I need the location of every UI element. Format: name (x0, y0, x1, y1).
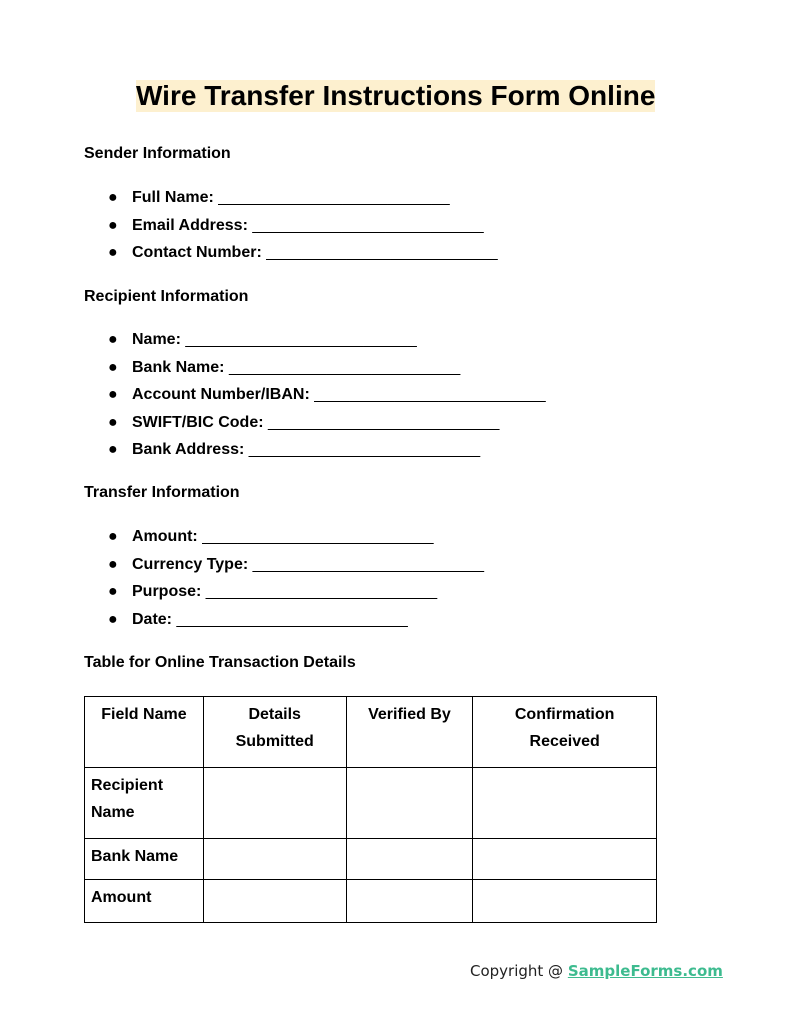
table-cell[interactable] (473, 880, 657, 923)
table-cell[interactable] (346, 880, 473, 923)
row-label-bank-name: Bank Name (85, 839, 204, 880)
bullet-icon: ● (108, 528, 118, 545)
amount-label: Amount: (132, 528, 198, 545)
date-blank[interactable]: __________________________ (176, 610, 408, 628)
column-header-verified-by: Verified By (346, 697, 473, 768)
row-label-recipient-name: Recipient Name (85, 768, 204, 839)
bullet-icon: ● (108, 189, 118, 206)
swift-code-blank[interactable]: __________________________ (268, 413, 500, 431)
column-header-details-submitted: Details Submitted (203, 697, 346, 768)
bullet-icon: ● (108, 244, 118, 262)
bullet-icon: ● (108, 413, 118, 431)
recipient-section-heading: Recipient Information (84, 288, 249, 305)
table-cell[interactable] (473, 768, 657, 839)
transaction-details-table (84, 696, 657, 923)
column-header-field-name: Field Name (85, 697, 204, 768)
table-row (85, 839, 657, 880)
sampleforms-link[interactable]: SampleForms.com (567, 962, 723, 980)
account-number-blank[interactable]: __________________________ (314, 386, 546, 404)
swift-code-label: SWIFT/BIC Code: (132, 413, 264, 431)
bank-name-label: Bank Name: (132, 358, 225, 376)
copyright-footer (470, 961, 723, 981)
contact-number-blank[interactable]: __________________________ (266, 244, 498, 262)
purpose-blank[interactable]: __________________________ (205, 583, 438, 601)
table-header-row (85, 697, 657, 768)
row-label-amount: Amount (85, 880, 204, 923)
table-cell[interactable] (346, 768, 473, 839)
bank-address-label: Bank Address: (132, 441, 245, 459)
full-name-blank[interactable]: __________________________ (218, 189, 450, 206)
table-section-heading: Table for Online Transaction Details (84, 654, 356, 671)
table-cell[interactable] (203, 880, 346, 923)
bullet-icon: ● (108, 331, 118, 348)
recipient-name-blank[interactable]: __________________________ (185, 331, 417, 348)
email-address-label: Email Address: (132, 216, 248, 234)
table-cell[interactable] (203, 839, 346, 880)
bank-address-blank[interactable]: __________________________ (248, 441, 481, 459)
amount-blank[interactable]: __________________________ (202, 528, 434, 545)
sender-section-heading: Sender Information (84, 145, 231, 162)
contact-number-label: Contact Number: (132, 244, 262, 262)
table-cell[interactable] (203, 768, 346, 839)
email-address-blank[interactable]: __________________________ (252, 216, 484, 234)
table-row (85, 880, 657, 923)
currency-type-blank[interactable]: __________________________ (252, 555, 484, 573)
table-cell[interactable] (346, 839, 473, 880)
bullet-icon: ● (108, 555, 118, 573)
bullet-icon: ● (108, 583, 118, 601)
purpose-label: Purpose: (132, 583, 202, 601)
bullet-icon: ● (108, 216, 118, 234)
date-label: Date: (132, 610, 173, 628)
account-number-label: Account Number/IBAN: (132, 386, 310, 404)
bank-name-blank[interactable]: __________________________ (228, 358, 461, 376)
table-cell[interactable] (473, 839, 657, 880)
full-name-label: Full Name: (132, 189, 214, 206)
page-title: Wire Transfer Instructions Form Online (136, 80, 656, 111)
transfer-section-heading: Transfer Information (84, 484, 240, 501)
bullet-icon: ● (108, 358, 118, 376)
recipient-name-label: Name: (132, 331, 181, 348)
copyright-text: Copyright @ (470, 962, 568, 980)
column-header-confirmation-received: Confirmation Received (473, 697, 657, 768)
bullet-icon: ● (108, 386, 118, 404)
table-row (85, 768, 657, 839)
currency-type-label: Currency Type: (132, 555, 249, 573)
bullet-icon: ● (108, 610, 118, 628)
bullet-icon: ● (108, 441, 118, 459)
